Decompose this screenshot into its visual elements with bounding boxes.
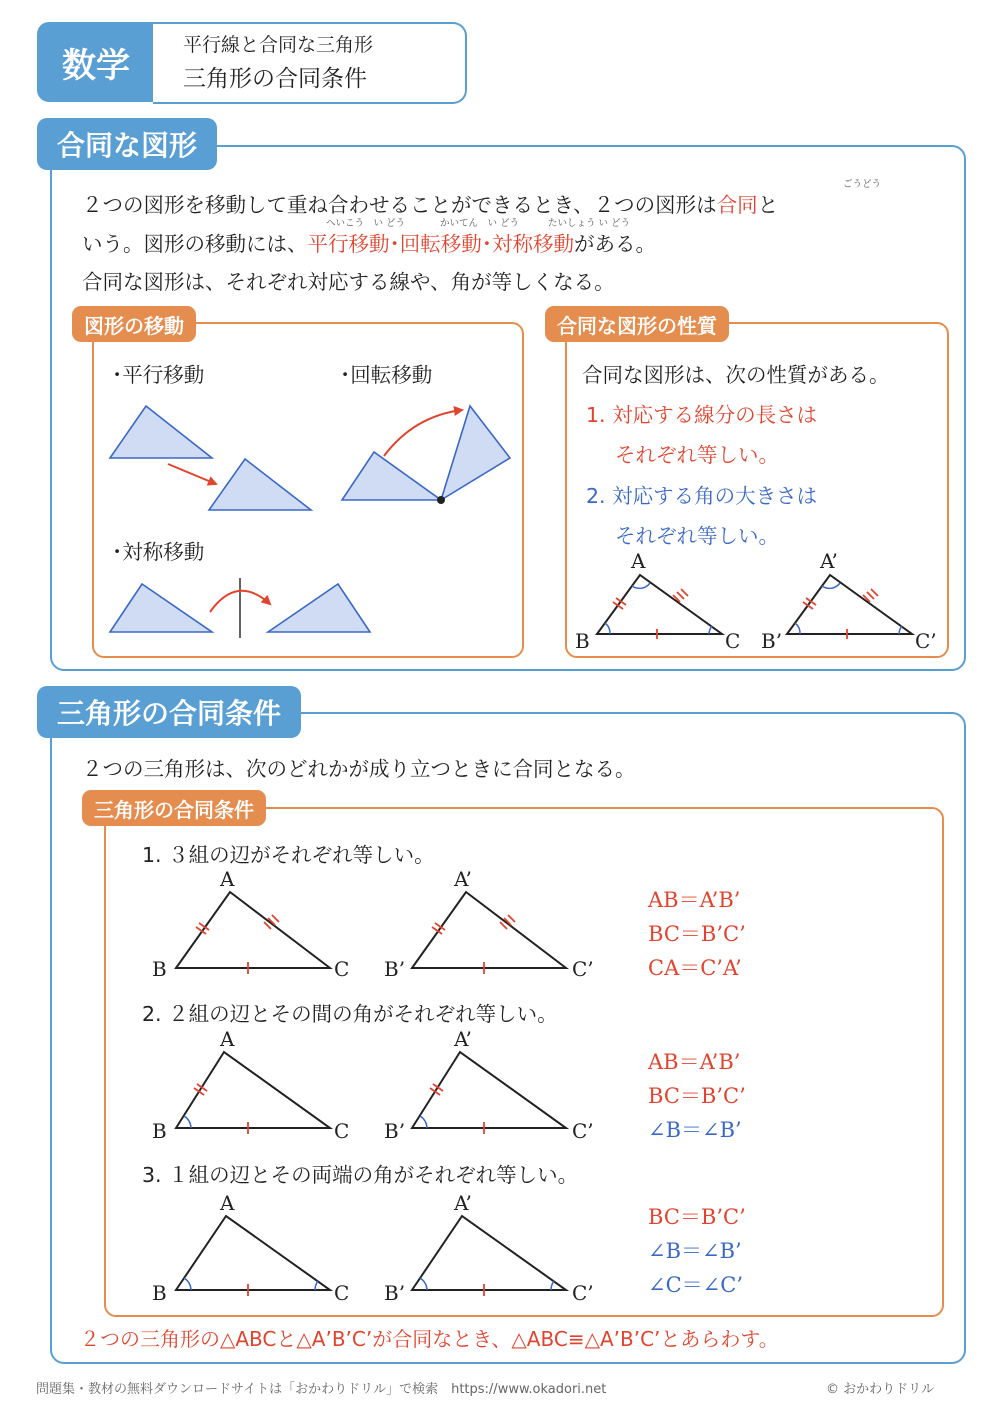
label-a2: A’	[454, 1027, 472, 1051]
unit-title: 平行線と合同な三角形	[183, 34, 374, 56]
separator: ･	[481, 232, 492, 256]
label-b: B	[152, 1119, 167, 1143]
tick-ac	[677, 592, 684, 599]
condition1-eq2: BC＝B’C’	[648, 922, 746, 946]
label-c: C	[334, 1119, 350, 1143]
label-c: C	[334, 957, 350, 981]
line1-end: と	[757, 193, 779, 217]
angle-arc	[420, 1278, 427, 1290]
label-c2: C’	[572, 1119, 594, 1143]
label-b2: B’	[384, 1281, 406, 1305]
movement-symmetry-label: ･対称移動	[112, 540, 205, 564]
term-goudou: 合同	[716, 193, 758, 217]
label-b2: B’	[384, 957, 406, 981]
condition2-eq1: AB＝A’B’	[648, 1050, 741, 1074]
properties-intro: 合同な図形は、次の性質がある。	[582, 363, 890, 387]
section1-line1	[82, 188, 778, 218]
label-b2: B’	[384, 1119, 406, 1143]
tick	[194, 1088, 204, 1095]
topic-title: 三角形の合同条件	[183, 66, 367, 92]
vertex-label-c2: C’	[915, 629, 937, 653]
cond2-triangle-a2b2c2	[412, 1052, 566, 1128]
vertex-label-a: A	[631, 549, 646, 573]
tick-ab	[613, 602, 623, 609]
subject-tab: 数学	[37, 22, 155, 102]
tick-a2b2	[803, 602, 813, 609]
term-kaiten: 回転移動	[399, 232, 482, 256]
tick-a2c2	[871, 589, 878, 596]
label-b: B	[152, 1281, 167, 1305]
line2-end: がある。	[574, 232, 656, 256]
section1-title: 合同な図形	[37, 118, 217, 170]
label-a: A	[220, 1027, 235, 1051]
section1-line2	[82, 227, 656, 257]
condition2-eq3: ∠B＝∠B’	[648, 1118, 742, 1142]
condition1-label: 1. ３組の辺がそれぞれ等しい。	[142, 843, 435, 867]
tick-ac	[681, 589, 688, 596]
ruby-goudou: ごうどう	[843, 179, 882, 190]
ruby-heikou: へいこう い どう	[326, 218, 406, 229]
cond3-triangle-abc	[176, 1216, 330, 1290]
label-a: A	[220, 1191, 235, 1215]
movement-rotation-label: ･回転移動	[340, 363, 433, 387]
condition3-eq1: BC＝B’C’	[648, 1205, 746, 1229]
section2-intro: ２つの三角形は、次のどれかが成り立つときに合同となる。	[82, 757, 636, 781]
label-c: C	[334, 1281, 350, 1305]
parallel-arrow	[168, 464, 216, 484]
label-a: A	[220, 867, 235, 891]
ruby-taishou: たいしょう い どう	[548, 218, 631, 229]
tick-a2b2	[806, 598, 816, 605]
rotation-center-point	[437, 496, 445, 504]
condition-triangles	[140, 860, 610, 1320]
property2-line1: 2. 対応する角の大きさは	[586, 484, 818, 508]
condition2-eq2: BC＝B’C’	[648, 1084, 746, 1108]
cond3-triangle-a2b2c2	[412, 1216, 566, 1290]
tick-a2c2	[867, 592, 874, 599]
separator: ･	[389, 232, 400, 256]
property1-line2: それぞれ等しい。	[615, 443, 779, 467]
angle-arc	[551, 1281, 554, 1290]
label-a2: A’	[454, 867, 472, 891]
angle-b2-arc	[795, 623, 800, 634]
movement-parallel-label: ･平行移動	[112, 363, 205, 387]
parallel-triangle-original	[110, 406, 212, 458]
cond2-triangle-abc	[176, 1052, 330, 1128]
movement-title: 図形の移動	[72, 306, 196, 342]
angle-arc	[184, 1278, 191, 1290]
label-a2: A’	[454, 1191, 472, 1215]
vertex-label-a2: A’	[820, 549, 838, 573]
section2-title: 三角形の合同条件	[37, 686, 301, 738]
congruence-summary: ２つの三角形の△ABCと△A’B’C’が合同なとき、△ABC≡△A’B’C’とあらわす。	[80, 1327, 779, 1351]
symmetry-triangle-original	[110, 584, 212, 632]
vertex-label-b: B	[575, 629, 590, 653]
line1-text: ２つの図形を移動して重ね合わせることができるとき、２つの図形は	[82, 193, 717, 217]
parallel-triangle-moved	[209, 459, 311, 510]
condition3-eq3: ∠C＝∠C’	[648, 1273, 744, 1297]
angle-arc	[184, 1116, 191, 1128]
label-c2: C’	[572, 1281, 594, 1305]
properties-title: 合同な図形の性質	[545, 306, 729, 342]
term-taishou: 対称移動	[492, 232, 574, 256]
condition1-eq3: CA＝C’A’	[648, 956, 742, 980]
condition3-label: 3. １組の辺とその両端の角がそれぞれ等しい。	[142, 1163, 579, 1187]
line2-text: いう。図形の移動には、	[82, 232, 308, 256]
ruby-kaiten: かいてん い どう	[440, 218, 520, 229]
label-b: B	[152, 957, 167, 981]
tick	[430, 1088, 440, 1095]
term-heikou: 平行移動	[307, 232, 390, 256]
condition2-label: 2. ２組の辺とその間の角がそれぞれ等しい。	[142, 1002, 558, 1026]
footer-note: 問題集・教材の無料ダウンロードサイトは「おかわりドリル」で検索 https://www.okadori.net	[36, 1382, 607, 1397]
label-c2: C’	[572, 957, 594, 981]
angle-c2-arc	[899, 626, 902, 634]
conditions-title: 三角形の合同条件	[82, 790, 266, 826]
tick	[508, 915, 515, 922]
symmetry-triangle-reflected	[268, 584, 370, 632]
angle-arc	[315, 1281, 318, 1290]
rotation-arrow	[384, 410, 462, 456]
vertex-label-c: C	[725, 629, 741, 653]
property2-line2: それぞれ等しい。	[615, 524, 779, 548]
tick-ab	[616, 598, 626, 605]
angle-arc	[420, 1116, 427, 1128]
tick	[272, 915, 279, 922]
vertex-label-b2: B’	[761, 629, 783, 653]
copyright: © おかわりドリル	[826, 1382, 935, 1397]
angle-b-arc	[605, 623, 610, 634]
condition1-eq1: AB＝A’B’	[648, 888, 741, 912]
section1-line3: 合同な図形は、それぞれ対応する線や、角が等しくなる。	[82, 270, 615, 294]
rotation-triangle-rotated	[441, 406, 510, 500]
rotation-triangle-original	[342, 452, 441, 500]
movement-diagrams	[92, 322, 522, 656]
condition3-eq2: ∠B＝∠B’	[648, 1239, 742, 1263]
property1-line1: 1. 対応する線分の長さは	[586, 403, 818, 427]
properties-triangles	[565, 540, 950, 658]
angle-c-arc	[709, 626, 712, 634]
